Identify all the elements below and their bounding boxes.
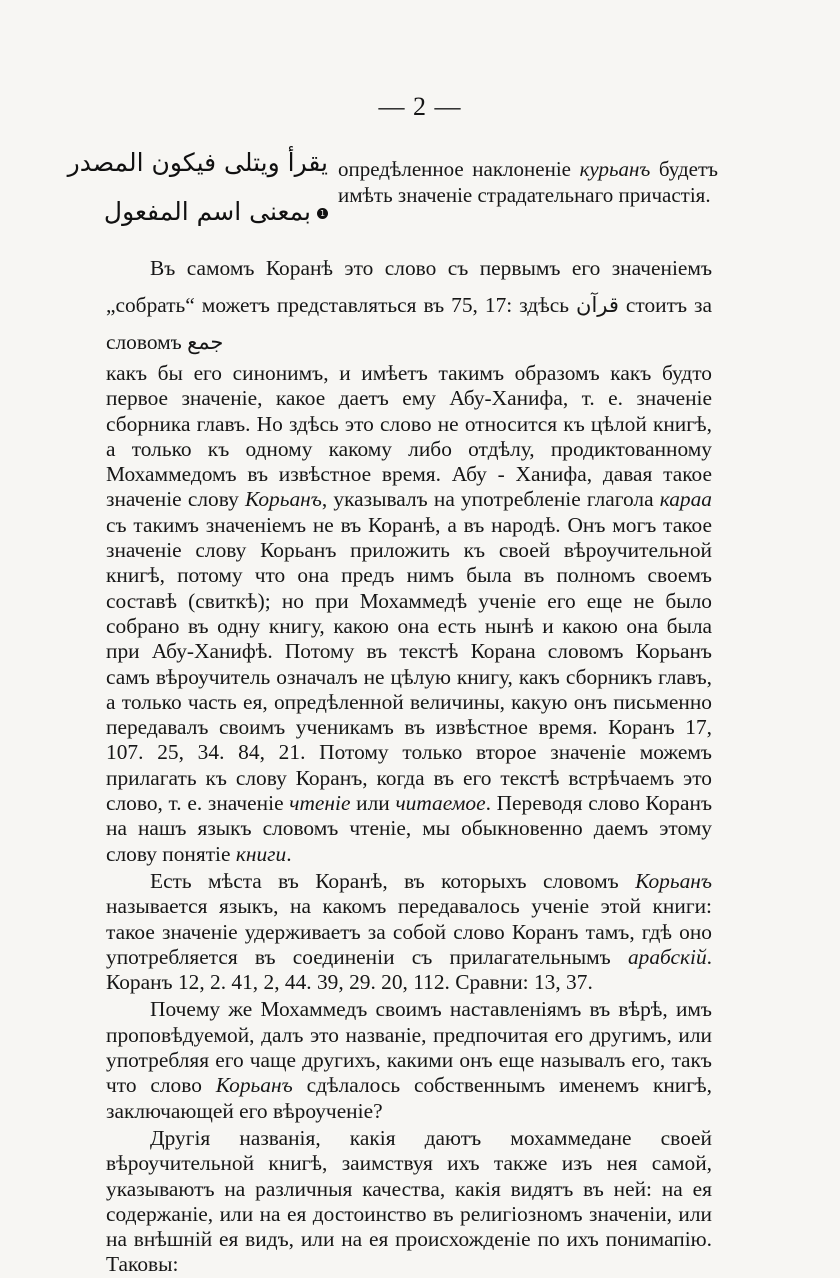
side-text-2: будетъ имѣть значеніе страдательнаго причастія. [338, 157, 719, 207]
paragraph-3 [106, 997, 712, 1123]
p2-text-3: . Коранъ 12, 2. 41, 2, 44. 39, 29. 20, 112. Сравни: 13, 37. [106, 944, 712, 995]
p3-text-2: сдѣлалось собственнымъ именемъ книгѣ, заключающей его вѣроученіе? [106, 1073, 712, 1123]
p1-italic-1: Корьанъ [244, 487, 322, 512]
p2-italic-2: арабскій [627, 944, 707, 969]
page-number: — 2 — [378, 92, 462, 121]
body-text [106, 250, 712, 1278]
p1-text-5: съ такимъ значеніемъ не въ Коранѣ, а въ народѣ. Онъ могъ такое значеніе слову Корьанъ приложить къ своей вѣроучительной книгѣ, потому что она предъ нимъ была въ полномъ своемъ составѣ (свиткѣ); но при Мохаммедѣ ученіе его еще не было собрано въ одну книгу, какою она есть нынѣ и какою она была при Абу-Ханифѣ. Потому въ текстѣ Корана словомъ Корьанъ самъ вѣроучитель означалъ не цѣлую книгу, какъ сборникъ главъ, а только часть ея, опредѣленной величины, какую онъ письменно передавалъ своимъ ученикамъ въ извѣстное время. Коранъ 17, 107. 25, 34. 84, 21. Потому только второе значеніе можемъ прилагать къ слову Коранъ, когда въ его текстѣ встрѣчаемъ это слово, т. е. значеніе [106, 512, 712, 816]
side-italic-term: курьанъ [579, 157, 651, 181]
p2-text-1: Есть мѣста въ Коранѣ, въ которыхъ словомъ [150, 868, 636, 893]
paragraph-1-cont [106, 361, 712, 867]
p1-arabic-word-1: قرآن [576, 293, 619, 317]
p1-italic-2: караа [659, 487, 713, 512]
p1-text-3: какъ бы его синонимъ, и имѣетъ такимъ образомъ какъ будто первое значеніе, какое даетъ ему Абу-Ханифа, т. е. значеніе сборника главъ. Но здѣсь это слово не относится къ цѣлой книгѣ, а только къ одному какому либо отдѣлу, продиктованному Мохаммедомъ въ извѣстное время. Абу - Ханифа, давая такое значеніе слову [106, 361, 712, 512]
p1-italic-3: чтеніе [289, 791, 351, 816]
side-text-1: опредѣленное наклоненіе [338, 157, 580, 181]
p1-text-6: или [350, 791, 396, 816]
p1-arabic-word-2: جمع [187, 330, 224, 354]
p1-text-8: . [286, 841, 292, 866]
p1-text-1: Въ самомъ Коранѣ это слово съ первымъ его значеніемъ „собрать“ можетъ представляться въ 75, 17: здѣсь [106, 256, 712, 317]
p1-italic-5: книги [235, 841, 287, 866]
p3-text-1: Почему же Мохаммедъ своимъ наставленіямъ въ вѣрѣ, имъ проповѣдуемой, далъ это названіе, предпочитая его другимъ, или употребляя его чаще другихъ, какими онъ еще называлъ его, такъ что слово [106, 997, 712, 1098]
p2-italic-1: Корьанъ [635, 868, 712, 893]
side-paragraph [338, 156, 718, 208]
paragraph-4: Другія названія, какія даютъ мохаммедане своей вѣроучительной книгѣ, заимствуя ихъ также изъ нея самой, указываютъ на различныя качества, какія видятъ въ ней: на ея содержаніе, или на ея достоинство въ религіозномъ значеніи, или на внѣшній ея видъ, или на ея происхожденіе по ихъ понимапію. Таковы: [106, 1125, 712, 1277]
paragraph-2 [106, 869, 712, 995]
arabic-quote-line-2 [103, 197, 328, 226]
arabic-quote-line-2-text: بمعنى اسم المفعول [103, 197, 311, 226]
p1-text-2: стоитъ за словомъ [106, 293, 712, 354]
footnote-marker: 1 [317, 208, 328, 219]
p1-text-4: , указывалъ на употребленіе глагола [321, 487, 660, 512]
paragraph-1 [106, 250, 712, 361]
p1-italic-4: читаемое [395, 791, 486, 816]
p1-text-7: . Переводя слово Коранъ на нашъ языкъ словомъ чтеніе, мы обыкновенно даемъ этому слову понятіе [106, 791, 713, 866]
arabic-quote-line-1: يقرأ ويتلى فيكون المصدر [67, 148, 328, 177]
p3-italic-1: Корьанъ [215, 1073, 293, 1098]
p2-text-2: называется языкъ, на какомъ передавалось ученіе этой книги: такое значеніе удерживаетъ за собой слово Коранъ тамъ, гдѣ оно употребляется въ соединеніи съ прилагательнымъ [106, 894, 712, 969]
